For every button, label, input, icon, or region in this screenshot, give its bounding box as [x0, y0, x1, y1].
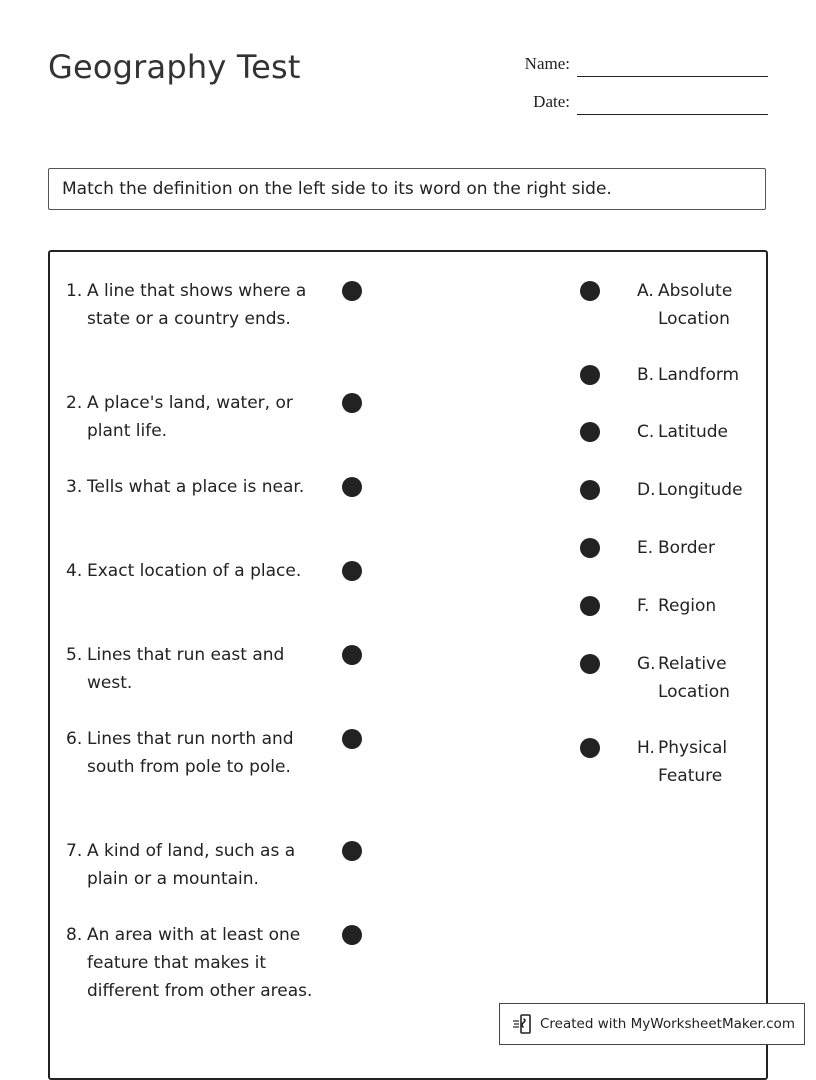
answer-letter: C. [637, 422, 655, 442]
answer-connector-dot[interactable] [580, 281, 600, 301]
answer-item [637, 534, 777, 562]
question-connector-dot[interactable] [342, 477, 362, 497]
answer-item [637, 650, 777, 706]
question-text: An area with at least one feature that makes it different from other areas. [87, 925, 313, 1001]
question-item [66, 473, 316, 501]
answer-letter: A. [637, 281, 654, 301]
answer-item [637, 592, 777, 620]
question-item [66, 837, 316, 893]
question-text: Exact location of a place. [87, 561, 302, 581]
question-number: 1. [66, 281, 83, 301]
question-text: A place's land, water, or plant life. [87, 393, 293, 441]
question-number: 2. [66, 393, 83, 413]
answer-text: Border [658, 538, 715, 558]
question-connector-dot[interactable] [342, 729, 362, 749]
question-text: A line that shows where a state or a country ends. [87, 281, 307, 329]
question-number: 6. [66, 729, 83, 749]
answer-text: Latitude [658, 422, 728, 442]
answer-text: Longitude [658, 480, 743, 500]
question-connector-dot[interactable] [342, 645, 362, 665]
question-number: 8. [66, 925, 83, 945]
question-connector-dot[interactable] [342, 841, 362, 861]
answer-connector-dot[interactable] [580, 596, 600, 616]
answer-item [637, 476, 777, 504]
name-label: Name: [524, 54, 570, 73]
question-connector-dot[interactable] [342, 393, 362, 413]
answer-connector-dot[interactable] [580, 738, 600, 758]
answer-text: Relative Location [658, 654, 730, 702]
answer-letter: B. [637, 365, 655, 385]
question-text: Tells what a place is near. [87, 477, 305, 497]
question-number: 4. [66, 561, 83, 581]
answer-text: Region [658, 596, 717, 616]
question-item [66, 389, 316, 445]
answer-letter: F. [637, 596, 650, 616]
date-field-line[interactable] [577, 114, 768, 115]
answer-letter: G. [637, 654, 656, 674]
question-number: 3. [66, 477, 83, 497]
answer-connector-dot[interactable] [580, 422, 600, 442]
answer-text: Physical Feature [658, 738, 728, 786]
question-number: 7. [66, 841, 83, 861]
answer-item [637, 361, 777, 389]
answer-letter: D. [637, 480, 656, 500]
answer-letter: H. [637, 738, 655, 758]
credit-badge[interactable] [499, 1003, 805, 1045]
answer-item [637, 418, 777, 446]
answer-connector-dot[interactable] [580, 538, 600, 558]
question-item [66, 921, 316, 1005]
question-connector-dot[interactable] [342, 281, 362, 301]
credit-text: Created with MyWorksheetMaker.com [540, 1016, 795, 1032]
question-connector-dot[interactable] [342, 925, 362, 945]
answer-item [637, 734, 777, 790]
answer-connector-dot[interactable] [580, 365, 600, 385]
question-text: A kind of land, such as a plain or a mountain. [87, 841, 296, 889]
question-text: Lines that run east and west. [87, 645, 285, 693]
question-item [66, 277, 316, 333]
answer-item [637, 277, 777, 333]
question-connector-dot[interactable] [342, 561, 362, 581]
answer-letter: E. [637, 538, 654, 558]
worksheet-maker-logo-icon [512, 1013, 534, 1035]
question-item [66, 557, 316, 585]
name-field-line[interactable] [577, 76, 768, 77]
answer-connector-dot[interactable] [580, 480, 600, 500]
question-text: Lines that run north and south from pole to pole. [87, 729, 294, 777]
answer-text: Absolute Location [658, 281, 733, 329]
question-item [66, 641, 316, 697]
question-number: 5. [66, 645, 83, 665]
instructions-box: Match the definition on the left side to its word on the right side. [48, 168, 766, 210]
question-item [66, 725, 316, 781]
answer-connector-dot[interactable] [580, 654, 600, 674]
page-title: Geography Test [48, 48, 301, 86]
answer-text: Landform [658, 365, 740, 385]
date-label: Date: [533, 92, 570, 111]
